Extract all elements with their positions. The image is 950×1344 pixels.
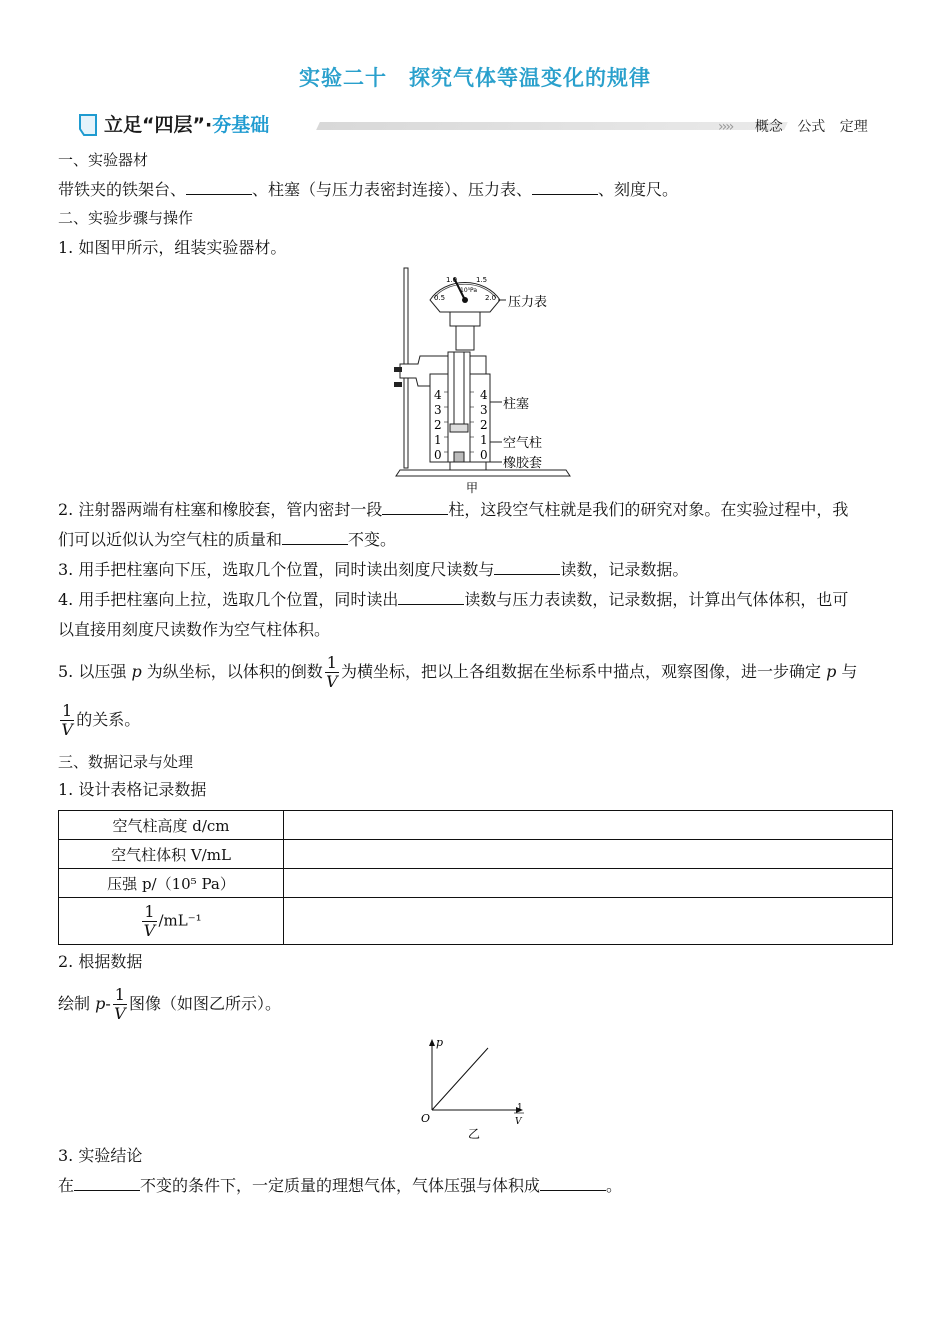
- section1-text: 带铁夹的铁架台、 、柱塞（与压力表密封连接）、压力表、 、刻度尺。: [58, 180, 679, 199]
- figure-caption: 乙: [468, 1127, 481, 1141]
- sub-2-cont: 绘制 p- $\frac{1}{V}$ 图像（如图乙所示）。: [58, 985, 281, 1023]
- tag-formula: 公式: [797, 119, 826, 135]
- banner-title: [78, 110, 269, 140]
- blank[interactable]: [540, 1176, 606, 1191]
- row-label: 空气柱体积 V/mL: [59, 840, 284, 869]
- figure-caption: 甲: [466, 481, 479, 495]
- blank[interactable]: [398, 590, 464, 605]
- svg-text:2: 2: [480, 418, 488, 432]
- svg-text:1: 1: [517, 1103, 523, 1113]
- blank[interactable]: [282, 530, 348, 545]
- syringe-foot: [450, 462, 486, 470]
- step-5-cont: $\frac{1}{V}$ 的关系。: [61, 701, 141, 739]
- svg-text:1: 1: [434, 433, 442, 447]
- conclusion: 在 不变的条件下，一定质量的理想气体，气体压强与体积成 。: [58, 1176, 623, 1195]
- plunger: [454, 352, 464, 430]
- table-row: [59, 898, 893, 945]
- svg-text:4: 4: [480, 388, 488, 402]
- step-2-cont: 们可以近似认为空气柱的质量和 不变。: [58, 530, 397, 549]
- data-cell[interactable]: [284, 811, 893, 840]
- data-cell[interactable]: [284, 869, 893, 898]
- svg-text:1.5: 1.5: [476, 276, 488, 284]
- row-label: 空气柱高度 d/cm: [59, 811, 284, 840]
- rubber-cap: [454, 452, 464, 462]
- proportional-line: [432, 1048, 488, 1110]
- p-v-graph: [410, 1036, 540, 1144]
- blank[interactable]: [494, 560, 560, 575]
- table-row: [59, 869, 893, 898]
- table-row: [59, 840, 893, 869]
- gauge-label: 压力表: [508, 295, 548, 310]
- fraction: $\frac{1}{V}$: [114, 985, 126, 1023]
- svg-text:V: V: [515, 1117, 522, 1127]
- row-label: $\frac{1}{V}$ /mL⁻¹: [59, 898, 284, 945]
- section3-heading: 三、数据记录与处理: [58, 753, 194, 771]
- svg-text:2: 2: [434, 418, 442, 432]
- step-3: 3. 用手把柱塞向下压，选取几个位置，同时读出刻度尺读数与 读数，记录数据。: [58, 560, 689, 579]
- data-table: [58, 810, 893, 945]
- data-cell[interactable]: [284, 898, 893, 945]
- blank[interactable]: [186, 180, 252, 195]
- page-title: 实验二十 探究气体等温变化的规律: [299, 66, 651, 90]
- svg-text:1.0: 1.0: [446, 276, 458, 284]
- svg-text:O: O: [421, 1112, 431, 1125]
- svg-text:4: 4: [434, 388, 442, 402]
- svg-text:3: 3: [480, 403, 488, 417]
- svg-text:3: 3: [434, 403, 442, 417]
- section1-heading: 一、实验器材: [58, 151, 149, 169]
- blank[interactable]: [74, 1176, 140, 1191]
- step-4-cont: 以直接用刻度尺读数作为空气柱体积。: [58, 620, 331, 639]
- tag-theorem: 定理: [839, 119, 868, 135]
- tag-concept: 概念: [754, 119, 783, 135]
- blank[interactable]: [532, 180, 598, 195]
- blank[interactable]: [382, 500, 448, 515]
- step-4: 4. 用手把柱塞向上拉，选取几个位置，同时读出 读数与压力表读数，记录数据，计算出气体体积，也可: [58, 590, 849, 609]
- svg-text:0.5: 0.5: [434, 294, 446, 302]
- svg-text:0: 0: [434, 448, 442, 462]
- step-2: 2. 注射器两端有柱塞和橡胶套，管内密封一段 柱，这段空气柱就是我们的研究对象。在实验过程中，我: [58, 500, 849, 519]
- data-cell[interactable]: [284, 840, 893, 869]
- svg-text:p: p: [436, 1036, 444, 1049]
- stand-base: [396, 470, 570, 476]
- banner-accent: 夯基础: [212, 114, 270, 136]
- section2-heading: 二、实验步骤与操作: [58, 209, 194, 227]
- apparatus-figure: [390, 266, 580, 496]
- sub-2: 2. 根据数据: [58, 952, 143, 971]
- row-label: 压强 p/（10⁵ Pa）: [59, 869, 284, 898]
- air-label: 空气柱: [503, 436, 543, 451]
- sub-1: 1. 设计表格记录数据: [58, 780, 207, 799]
- step-5: 5. 以压强 p 为纵坐标，以体积的倒数 $\frac{1}{V}$ 为横坐标，把以上各组数据在坐标系中描点，观察图像，进一步确定 p 与: [58, 653, 858, 691]
- step-1: 1. 如图甲所示，组装实验器材。: [58, 238, 287, 257]
- svg-text:1: 1: [480, 433, 488, 447]
- fraction: $\frac{1}{V}$: [61, 701, 73, 739]
- table-row: [59, 811, 893, 840]
- rubber-label: 橡胶套: [503, 456, 543, 471]
- chevrons-icon: ››››: [718, 119, 733, 135]
- plunger-label: 柱塞: [503, 397, 530, 412]
- banner-prefix: 立足“四层”·: [104, 114, 213, 136]
- section-banner: [78, 110, 878, 140]
- banner-tags: [718, 116, 868, 136]
- svg-text:0: 0: [480, 448, 488, 462]
- svg-text:10⁵Pa: 10⁵Pa: [460, 287, 478, 294]
- sub-3: 3. 实验结论: [58, 1146, 143, 1165]
- fraction: $\frac{1}{V}$: [326, 653, 338, 691]
- svg-text:2.0: 2.0: [485, 294, 497, 302]
